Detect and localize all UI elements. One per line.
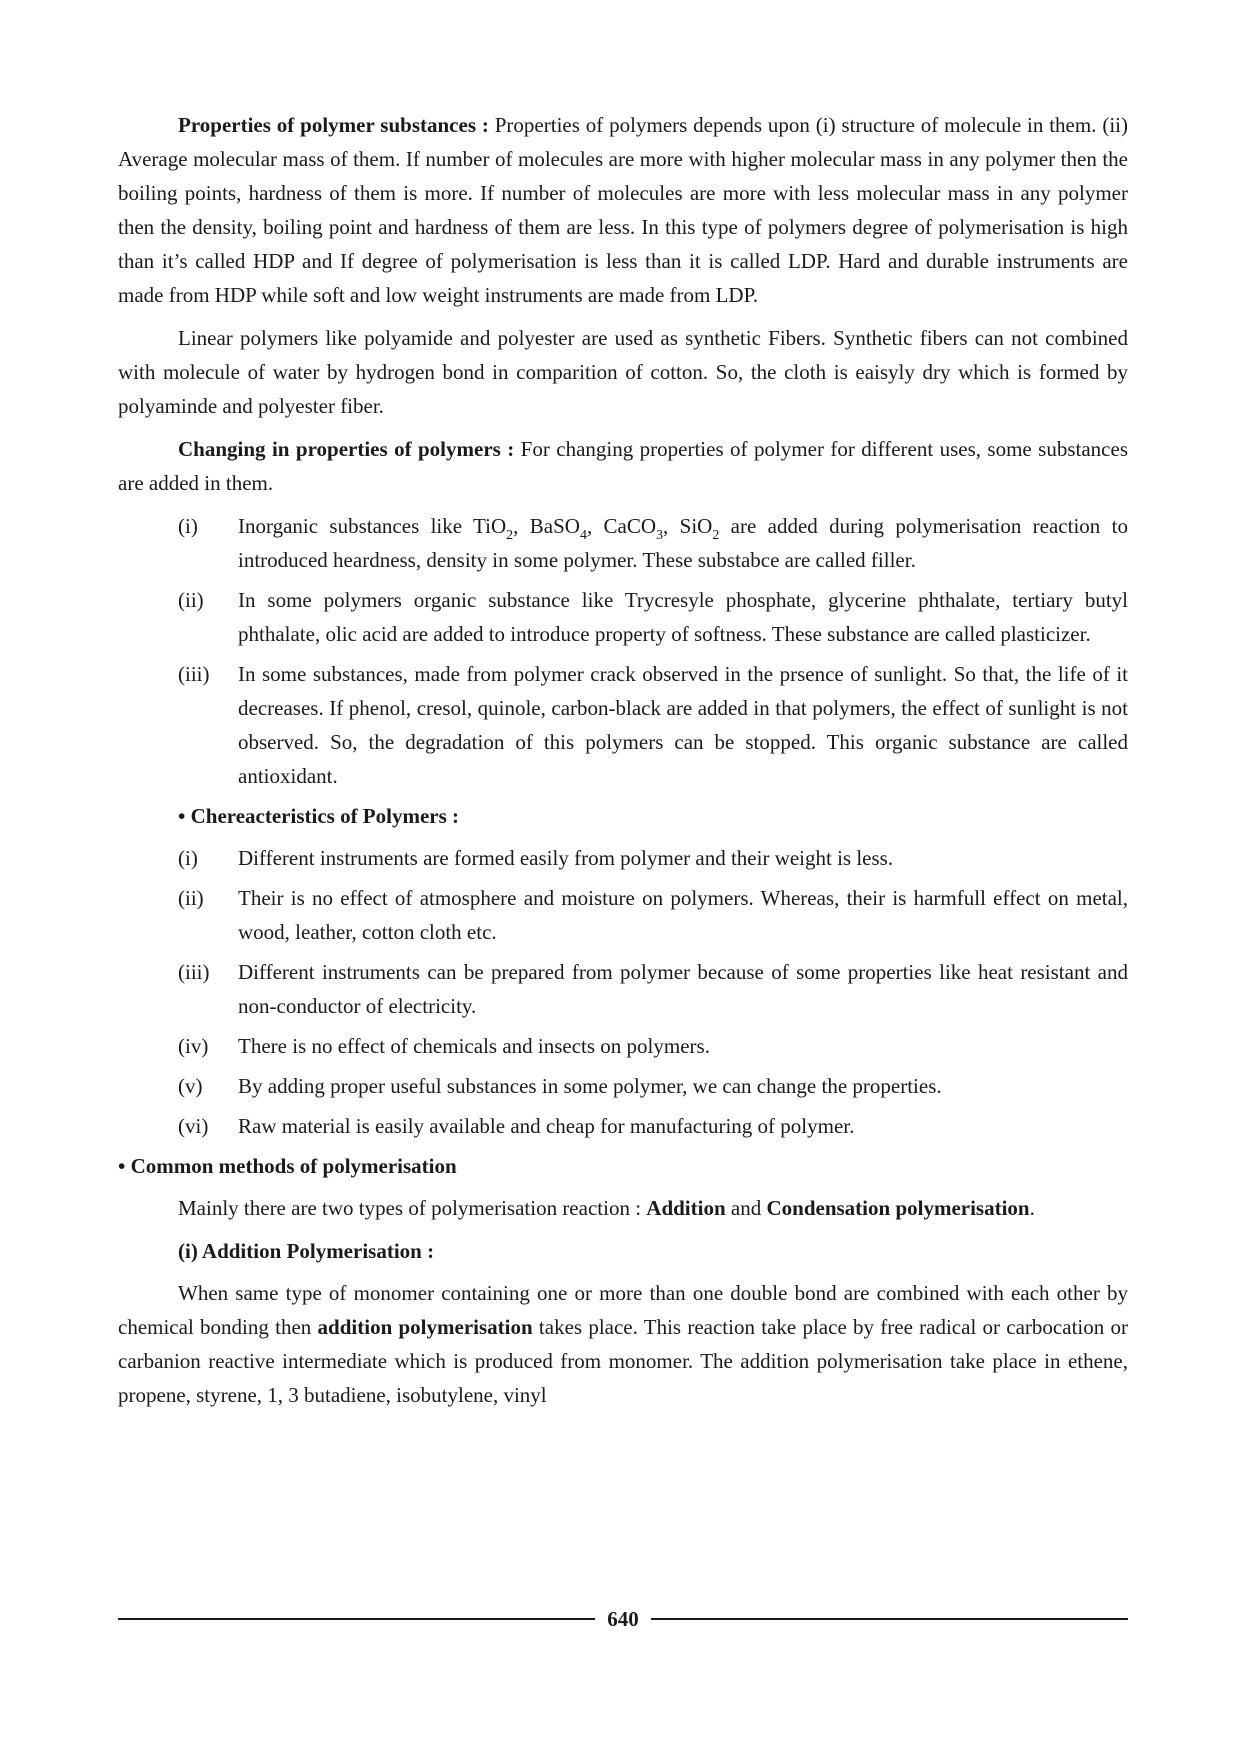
- list-item: [118, 1029, 1128, 1063]
- changing-properties-paragraph: [118, 432, 1128, 500]
- item-number: (iii): [178, 662, 210, 686]
- item-number: (iv): [178, 1034, 209, 1058]
- addition-polymerisation-term: addition polymerisation: [317, 1315, 533, 1339]
- footer-rule-left: [118, 1618, 595, 1620]
- list-item: [118, 509, 1128, 577]
- item-number: (v): [178, 1074, 203, 1098]
- subscript: 4: [579, 528, 587, 543]
- item-text: In some polymers organic substance like Trycresyle phosphate, glycerine phthalate, tertiary butyl phthalate, olic acid are added to introduce property of softness. These substance are called plasticizer.: [238, 588, 1128, 646]
- item-text: Different instruments can be prepared from polymer because of some properties like heat resistant and non-conductor of electricity.: [238, 960, 1128, 1018]
- list-item: [118, 955, 1128, 1023]
- text-run: are added during polymerisation reaction to introduced heardness, density in some polymer. These substabce are called filler.: [238, 514, 1128, 572]
- addition-polymerisation-heading: (i) Addition Polymerisation :: [178, 1239, 435, 1263]
- item-number: (iii): [178, 960, 210, 984]
- item-text: In some substances, made from polymer crack observed in the prsence of sunlight. So that, the life of it decreases. If phenol, cresol, quinole, carbon-black are added in that polymers, the effect of sunlight is not observed. So, the degradation of this polymers can be stopped. This organic substance are called antioxidant.: [238, 662, 1128, 788]
- list-item: [118, 841, 1128, 875]
- addition-polymerisation-paragraph: [118, 1276, 1128, 1412]
- text-run: .: [1029, 1196, 1035, 1220]
- linear-polymers-paragraph: Linear polymers like polyamide and polyester are used as synthetic Fibers. Synthetic fibers can not combined with molecule of water by hydrogen bond in comparition of cotton. So, the cloth is eaisyly dry which is formed by polyaminde and polyester fiber.: [118, 326, 1128, 418]
- changing-properties-text: For changing properties of polymer for different uses, some substances are added in them.: [118, 437, 1128, 495]
- changing-properties-heading: Changing in properties of polymers :: [178, 437, 515, 461]
- item-number: (ii): [178, 886, 204, 910]
- list-item: [118, 1069, 1128, 1103]
- list-item: [118, 881, 1128, 949]
- item-text: Their is no effect of atmosphere and moisture on polymers. Whereas, their is harmfull effect on metal, wood, leather, cotton cloth etc.: [238, 886, 1128, 944]
- list-item: [118, 657, 1128, 793]
- page-number: 640: [607, 1607, 639, 1631]
- characteristics-heading: • Chereacteristics of Polymers :: [178, 804, 460, 828]
- text-run: , SiO: [663, 514, 713, 538]
- list-item: [118, 1109, 1128, 1143]
- methods-heading: • Common methods of polymerisation: [118, 1154, 457, 1178]
- text-run: Inorganic substances like TiO: [238, 514, 507, 538]
- subscript: 2: [506, 528, 514, 543]
- page-footer: [118, 1602, 1128, 1636]
- addition-term: Addition: [646, 1196, 726, 1220]
- subscript: 3: [656, 528, 664, 543]
- item-text: Different instruments are formed easily from polymer and their weight is less.: [238, 846, 894, 870]
- item-text: Raw material is easily available and cheap for manufacturing of polymer.: [238, 1114, 855, 1138]
- subscript: 2: [712, 528, 720, 543]
- characteristics-list: [118, 841, 1128, 1143]
- footer-rule-right: [651, 1618, 1128, 1620]
- item-number: (i): [178, 846, 198, 870]
- properties-heading: Properties of polymer substances :: [178, 113, 489, 137]
- item-text: By adding proper useful substances in some polymer, we can change the properties.: [238, 1074, 942, 1098]
- list-item: [118, 583, 1128, 651]
- properties-paragraph: [118, 108, 1128, 312]
- text-run: takes place. This reaction take place by free radical or carbocation or carbanion reactive intermediate which is produced from monomer. The addition polymerisation take place in ethene, propene, styrene, 1, 3 butadiene, isobutylene, vinyl: [118, 1315, 1128, 1407]
- item-number: (vi): [178, 1114, 209, 1138]
- methods-intro-paragraph: [118, 1191, 1128, 1225]
- item-text: [238, 509, 1128, 577]
- text-run: and: [725, 1196, 767, 1220]
- text-run: When same type of monomer containing one or more than one double bond are combined with each other by chemical bonding then: [118, 1281, 1128, 1339]
- item-number: (i): [178, 514, 198, 538]
- text-run: , CaCO: [586, 514, 657, 538]
- item-number: (ii): [178, 588, 204, 612]
- changes-list: [118, 509, 1128, 793]
- properties-text: Properties of polymers depends upon (i) structure of molecule in them. (ii) Average molecular mass of them. If number of molecules are more with higher molecular mass in any polymer then the boiling points, hardness of them is more. If number of molecules are more with less molecular mass in any polymer then the density, boiling point and hardness of them are less. In this type of polymers degree of polymerisation is high than it’s called HDP and If degree of polymerisation is less than it is called LDP. Hard and durable instruments are made from HDP while soft and low weight instruments are made from LDP.: [118, 113, 1128, 307]
- page-content: [118, 108, 1128, 1421]
- condensation-term: Condensation polymerisation: [766, 1196, 1030, 1220]
- text-run: Mainly there are two types of polymerisation reaction :: [178, 1196, 647, 1220]
- text-run: , BaSO: [513, 514, 580, 538]
- item-text: There is no effect of chemicals and insects on polymers.: [238, 1034, 710, 1058]
